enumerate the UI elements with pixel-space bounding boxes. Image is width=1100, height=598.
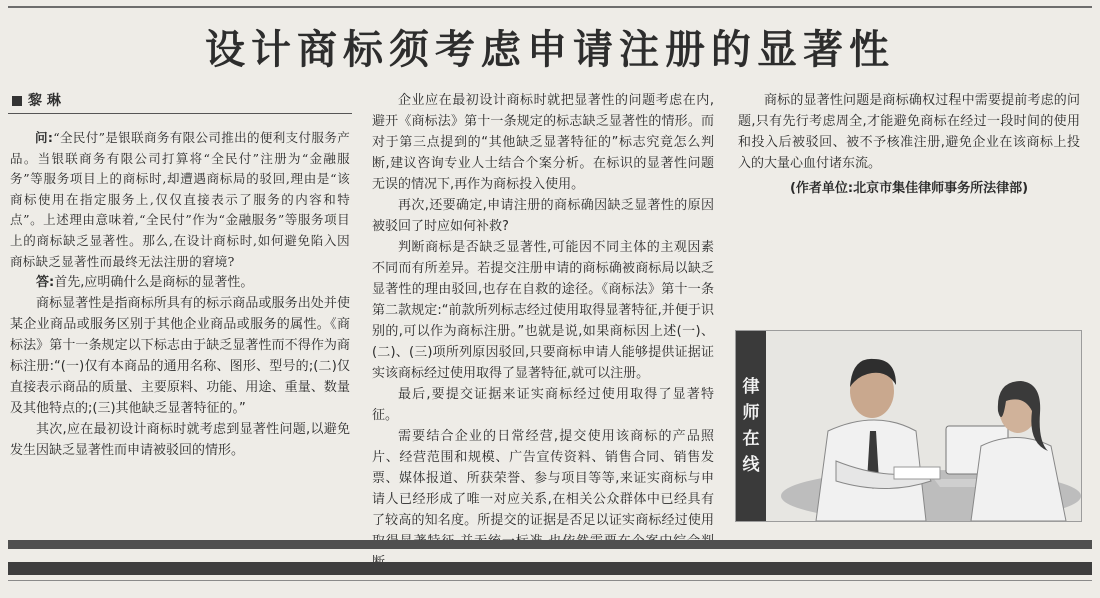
column-tag-char: 师 [742,403,760,423]
column-1 [10,128,350,461]
answer-intro-text: 首先,应明确什么是商标的显著性。 [54,275,254,291]
bottom-rule-thin [8,540,1092,549]
column-tag-char: 律 [742,377,760,397]
question-label: 问: [35,130,54,145]
lawyers-illustration [766,331,1081,521]
bottom-rule-thick [8,562,1092,575]
body-paragraph: 判断商标是否缺乏显著性,可能因不同主体的主观因素不同而有所差异。若提交注册申请的商标确被商标局以缺乏显著性的理由驳回,也存在自救的途径。《商标法》第十一条第二款规定:“前款所列标志经过使用取得显著特征,并便于识别的,可以作为商标注册。”也就是说,如果商标因上述(一)、(二)、(三)项所列原因驳回,只要商标申请人能够提供证据证实该商标经过使用取得了显著特征,就可以注册。 [372,240,714,381]
body-paragraph: 商标显著性是指商标所具有的标示商品或服务出处并使某企业商品或服务区别于其他企业商品或服务的属性。《商标法》第十一条规定以下标志由于缺乏显著性而不得作为商标注册:“(一)仅有本商品的通用名称、图形、型号的;(二)仅直接表示商品的质量、主要原料、功能、用途、重量、数量及其他特点的;(三)其他缺乏显著特征的。” [10,296,350,417]
author-line [12,90,61,110]
answer-label: 答: [36,275,55,291]
body-paragraph: 商标的显著性问题是商标确权过程中需要提前考虑的问题,只有先行考虑周全,才能避免商标在经过一段时间的使用和投入后被驳回、被不予核准注册,避免企业在该商标上投入的大量心血付诸东流。 [738,93,1080,171]
column-tag-char: 线 [742,455,760,475]
headline: 设计商标须考虑申请注册的显著性 [205,27,895,73]
question-paragraph [10,128,350,272]
column-2 [372,90,714,573]
column-tag-char: 在 [742,429,760,449]
author-divider [8,113,352,114]
square-bullet-icon [12,96,22,106]
body-paragraph: 其次,应在最初设计商标时就考虑到显著性问题,以避免发生因缺乏显著性而申请被驳回的情形。 [10,422,350,459]
document [894,467,940,479]
top-rule [8,6,1092,8]
woman-body [971,438,1066,522]
question-text: “全民付”是银联商务有限公司推出的便利支付服务产品。当银联商务有限公司打算将“全民付”注册为“金融服务”等服务项目上的商标时,却遭遇商标局的驳回,理由是“该商标使用在指定服务上,仅仅直接表示了服务的内容和特点”。上述理由意味着,“全民付”作为“金融服务”等服务项目上的商标缺乏显著性。那么,在设计商标时,如何避免陷入因商标缺乏显著性而最终无法注册的窘境? [10,130,350,269]
body-paragraph: 再次,还要确定,申请注册的商标确因缺乏显著性的原因被驳回了时应如何补救? [372,198,714,234]
column-tag [736,331,766,521]
column-illustration [735,330,1082,522]
author-name: 黎 琳 [28,93,61,109]
body-paragraph: 需要结合企业的日常经营,提交使用该商标的产品照片、经营范围和规模、广告宣传资料、销售合同、销售发票、媒体报道、所获荣誉、参与项目等等,来证实商标与申请人已经形成了唯一对应关系,在相关公众群体中已经具有了较高的知名度。所提交的证据是否足以证实商标经过使用 [372,429,714,528]
body-paragraph: 最后,要提交证据来证实商标经过使用取得了显著特征。 [372,387,714,423]
body-paragraph: 企业应在最初设计商标时就把显著性的问题考虑在内,避开《商标法》第十一条规定的标志缺乏显著性的情形。而对于第三点提到的“其他缺乏显著特征的”标志究竟怎么判断,建议咨询专业人士结合个案分析。在标识的显著性问题无误的情况下,再作为商标投入使用。 [372,93,714,192]
bottom-hairline [8,580,1092,581]
column-3 [738,90,1080,199]
author-affiliation: (作者单位:北京市集佳律师事务所法律部) [789,181,1029,196]
answer-intro-paragraph [10,272,350,293]
